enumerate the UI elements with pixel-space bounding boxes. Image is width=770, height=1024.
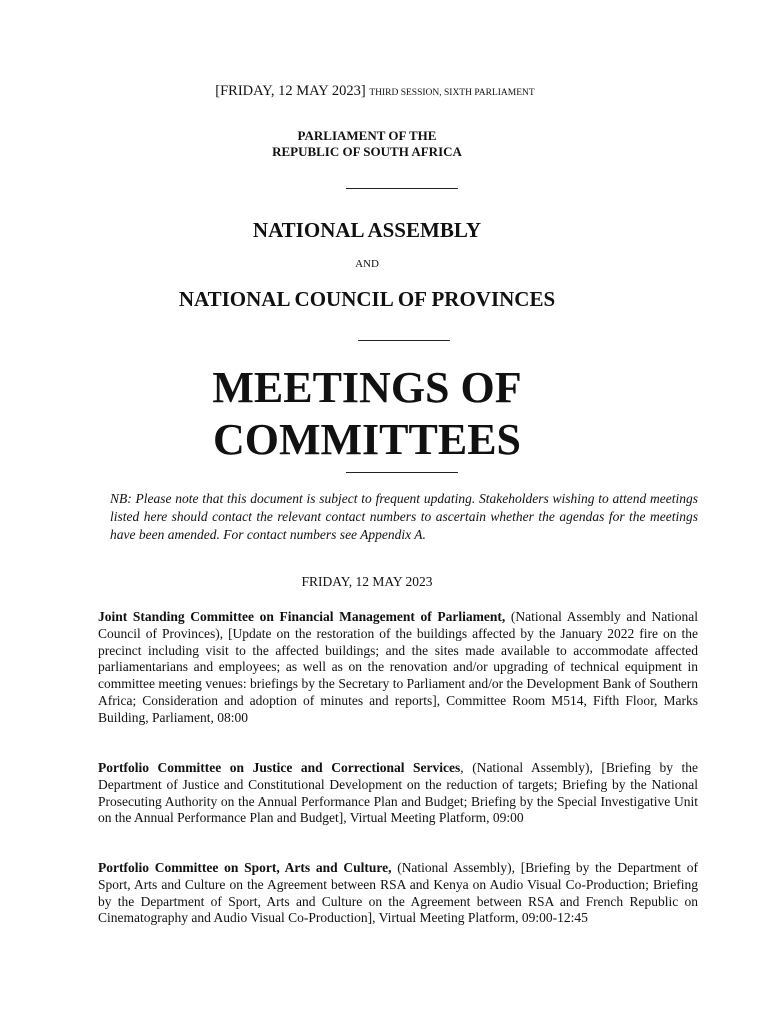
committee-name: Portfolio Committee on Justice and Correctional Services: [98, 760, 461, 775]
title-line-2: COMMITTEES: [212, 415, 522, 464]
page-header: [0, 83, 760, 100]
day-heading: FRIDAY, 12 MAY 2023: [301, 574, 433, 589]
and-heading: AND: [355, 258, 379, 270]
parliament-heading: [0, 128, 752, 160]
meeting-entry: [98, 860, 698, 927]
ncop-heading: NATIONAL COUNCIL OF PROVINCES: [178, 287, 556, 311]
committee-name: Portfolio Committee on Sport, Arts and Culture,: [98, 860, 392, 875]
divider-2: [358, 340, 450, 341]
committee-name: Joint Standing Committee on Financial Management of Parliament,: [98, 609, 506, 624]
header-date: [FRIDAY, 12 MAY 2023]: [215, 83, 366, 99]
divider-3: [346, 472, 458, 473]
meeting-details: (National Assembly and National Council of Provinces), [Update on the restoration of the buildings affected by the January 2022 fire on the precinct including visit to the affected buildings; and the sites made available to accommodate affected parliamentarians and employees; as well as on the renovation and/or upgrading of technical equipment in committee meeting venues: briefings by the Secretary to Parliament and/or the Development Bank of Southern Africa; Consideration and adoption of minutes and reports], Committee Room M514, Fifth Floor, Marks Building, Parliament, 08:00: [98, 609, 698, 725]
meeting-details: (National Assembly), [Briefing by the Department of Sport, Arts and Culture on the Agreement between RSA and Kenya on Audio Visual Co-Production; Briefing by the Department of Sport, Arts and Culture on the Agreement between RSA and French Republic on Cinematography and Audio Visual Co-Production], Virtual Meeting Platform, 09:00-12:45: [98, 860, 698, 926]
meeting-details: , (National Assembly), [Briefing by the Department of Justice and Constitutional Development on the reduction of targets; Briefing by the National Prosecuting Authority on the Annual Performance Plan and Budget; Briefing by the Special Investigative Unit on the Annual Performance Plan and Budget], Virtual Meeting Platform, 09:00: [98, 760, 699, 826]
national-assembly-heading: NATIONAL ASSEMBLY: [252, 218, 482, 242]
meeting-entry: [98, 609, 698, 727]
meeting-entry: [98, 760, 698, 827]
parliament-line-2: REPUBLIC OF SOUTH AFRICA: [272, 144, 462, 159]
update-notice: NB: Please note that this document is subject to frequent updating. Stakeholders wishing to attend meetings listed here should contact the relevant contact numbers to ascertain whether the agendas for the meetings have been amended. For contact numbers see Appendix A.: [110, 491, 698, 542]
header-session: THIRD SESSION, SIXTH PARLIAMENT: [369, 88, 535, 98]
divider-1: [346, 188, 458, 189]
parliament-line-1: PARLIAMENT OF THE: [297, 128, 437, 143]
title-line-1: MEETINGS OF: [212, 363, 522, 412]
document-title: [0, 362, 752, 466]
